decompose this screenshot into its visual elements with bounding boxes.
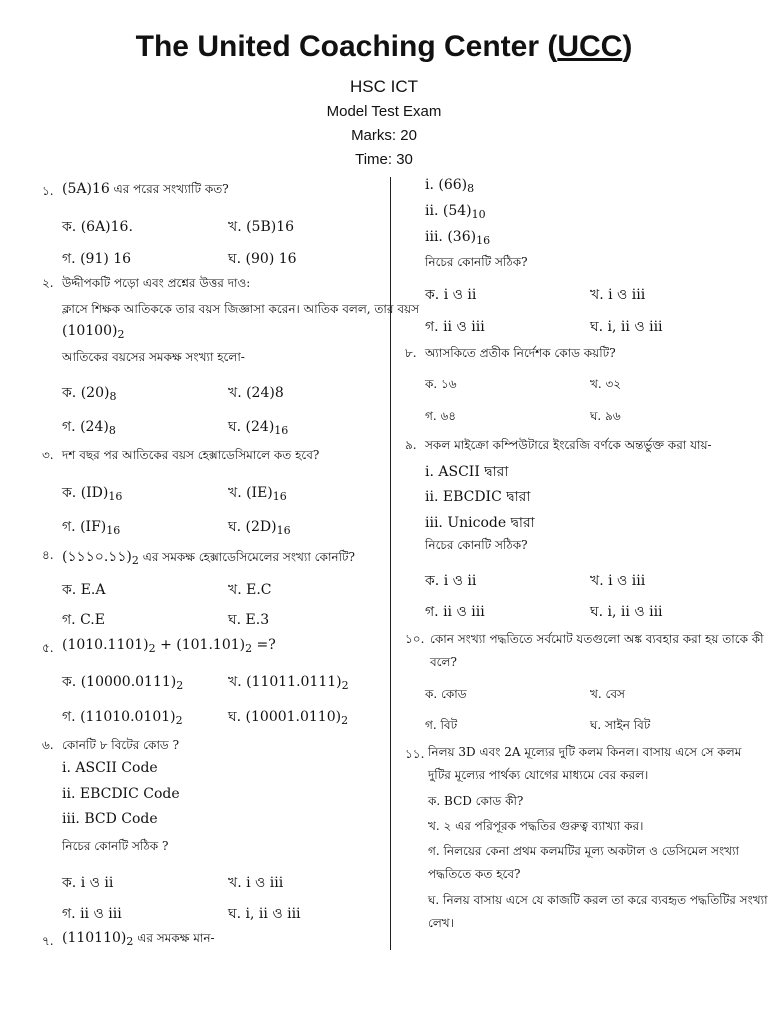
question-number: ১০. [405,632,425,646]
statement-item: ii. EBCDIC Code [62,786,180,802]
question-number: ২. [42,276,54,290]
statement-item: i. ASCII দ্বারা [425,464,509,480]
option-ka[interactable]: ক. ১৬ [425,377,457,391]
question-text: সকল মাইক্রো কম্পিউটারে ইংরেজি বর্ণকে অন্তর্ভুক্ত করা যায়- [425,438,712,452]
sub-question-kha: খ. ২ এর পরিপূরক পদ্ধতির গুরুত্ব ব্যাখ্যা কর। [428,819,644,833]
question-number: ৫. [42,641,54,655]
option-gha[interactable]: ঘ. i, ii ও iii [590,319,663,335]
option-ga[interactable]: গ. ii ও iii [425,319,485,335]
option-kha[interactable]: খ. বেস [590,687,625,701]
sub-question-ga: পদ্ধতিতে কত হবে? [428,867,521,881]
option-gha[interactable]: ঘ. $(2D)_{16}$ [228,519,291,537]
option-kha[interactable]: খ. i ও iii [228,875,284,891]
statement-item: iii. Unicode দ্বারা [425,515,535,531]
sub-question-ka: ক. BCD কোড কী? [428,794,524,808]
option-ga[interactable]: গ. C.E [62,612,105,628]
question-text: বলে? [430,655,457,669]
subject-label: HSC ICT [350,77,418,96]
option-ga[interactable]: গ. ii ও iii [62,906,122,922]
question-text: $(110110)_2$ এর সমকক্ষ মান- [62,930,215,948]
option-gha[interactable]: ঘ. $(10001.0110)_2$ [228,709,349,727]
question-text: (5A)16 এর পরের সংখ্যাটি কত? [62,181,229,197]
option-kha[interactable]: খ. (24)8 [228,385,284,401]
option-gha[interactable]: ঘ. E.3 [228,612,270,628]
option-ga[interactable]: গ. $(11010.0101)_2$ [62,709,183,727]
option-kha[interactable]: খ. ৩২ [590,377,622,391]
option-ka[interactable]: ক. কোড [425,687,467,701]
option-kha[interactable]: খ. $(IE)_{16}$ [228,485,287,503]
option-gha[interactable]: ঘ. $(24)_{16}$ [228,419,289,437]
exam-label: Model Test Exam [326,103,442,120]
time-label: Time: 30 [355,151,413,168]
question-number: ১১. [405,747,425,761]
stem-text: আতিকের বয়সের সমকক্ষ সংখ্যা হলো- [62,350,245,364]
sub-question-gha: লেখ। [428,916,454,930]
option-ka[interactable]: ক. i ও ii [425,287,477,303]
option-ga[interactable]: গ. বিট [425,718,458,732]
statement-item: i. ASCII Code [62,760,158,776]
page-title: The United Coaching Center (UCC) [135,30,633,63]
option-kha[interactable]: খ. (5B)16 [228,219,295,235]
option-kha[interactable]: খ. i ও iii [590,573,646,589]
sub-question-ga: গ. নিলয়ের কেনা প্রথম কলমটির মূল্য অকটাল ও ডেসিমেল সংখ্যা [428,844,739,858]
option-ka[interactable]: ক. $(20)_8$ [62,385,117,403]
option-ga[interactable]: গ. $(IF)_{16}$ [62,519,121,537]
question-number: ৪. [42,548,54,562]
question-number: ৮. [405,346,417,360]
question-number: ৬. [42,738,54,752]
stem-text: নিলয় 3D এবং 2A মূল্যের দুটি কলম কিনল। বাসায় এসে সে কলম [428,745,742,759]
option-ga[interactable]: গ. $(24)_8$ [62,419,116,437]
option-ga[interactable]: গ. ৬৪ [425,409,457,423]
marks-label: Marks: 20 [351,127,417,144]
ask-text: নিচের কোনটি সঠিক ? [62,839,169,853]
statement-item: ii. $(54)_{10}$ [425,203,486,221]
option-ka[interactable]: ক. i ও ii [425,573,477,589]
option-ka[interactable]: ক. $(ID)_{16}$ [62,485,123,503]
title-abbreviation: UCC [557,30,623,63]
option-kha[interactable]: খ. E.C [228,582,272,598]
statement-item: iii. $(36)_{16}$ [425,229,491,247]
stem-text: ক্লাসে শিক্ষক আতিককে তার বয়স জিজ্ঞাসা করেন। আতিক বলল, তার বয়স [62,302,420,316]
question-text: কোন সংখ্যা পদ্ধতিতে সর্বমোট যতগুলো অঙ্ক ব্যবহার করা হয় তাকে কী [430,632,764,646]
option-gha[interactable]: ঘ. i, ii ও iii [590,604,663,620]
option-gha[interactable]: ঘ. ৯৬ [590,409,621,423]
option-ka[interactable]: ক. $(10000.0111)_2$ [62,674,184,692]
question-number: ১. [42,184,54,198]
statement-item: i. $(66)_8$ [425,177,475,195]
option-gha[interactable]: ঘ. (90) 16 [228,251,297,267]
question-text: $(১১১০.১১)_2$ এর সমকক্ষ হেক্সাডেসিমেলের সংখ্যা কোনটি? [62,549,355,567]
question-number: ৯. [405,438,417,452]
statement-item: iii. BCD Code [62,811,158,827]
option-kha[interactable]: খ. $(11011.0111)_2$ [228,674,349,692]
option-ka[interactable]: ক. (6A)16. [62,219,133,235]
stem-text: $(10100)_2$ [62,323,125,341]
option-gha[interactable]: ঘ. সাইন বিট [590,718,651,732]
question-number: ৩. [42,448,54,462]
question-number: ৭. [42,934,54,948]
sub-question-gha: ঘ. নিলয় বাসায় এসে যে কাজটি করল তা করে ব্যবহৃত পদ্ধতিটির সংখ্যা [428,893,768,907]
question-text: অ্যাসকিতে প্রতীক নির্দেশক কোড কয়টি? [425,346,616,360]
option-ga[interactable]: গ. ii ও iii [425,604,485,620]
question-text: উদ্দীপকটি পড়ো এবং প্রশ্নের উত্তর দাও: [62,276,251,290]
question-text: $(1010.1101)_2 + (101.101)_2$ =? [62,637,276,655]
option-ka[interactable]: ক. E.A [62,582,106,598]
option-gha[interactable]: ঘ. i, ii ও iii [228,906,301,922]
option-ga[interactable]: গ. (91) 16 [62,251,132,267]
option-kha[interactable]: খ. i ও iii [590,287,646,303]
option-ka[interactable]: ক. i ও ii [62,875,114,891]
question-text: দশ বছর পর আতিকের বয়স হেক্সাডেসিমালে কত হবে? [62,448,320,462]
stem-text: দুটির মূল্যের পার্থক্য যোগের মাধ্যমে বের করল। [428,768,649,782]
statement-item: ii. EBCDIC দ্বারা [425,489,531,505]
ask-text: নিচের কোনটি সঠিক? [425,538,528,552]
question-text: কোনটি ৮ বিটের কোড ? [62,738,180,752]
column-divider [390,177,391,950]
ask-text: নিচের কোনটি সঠিক? [425,255,528,269]
